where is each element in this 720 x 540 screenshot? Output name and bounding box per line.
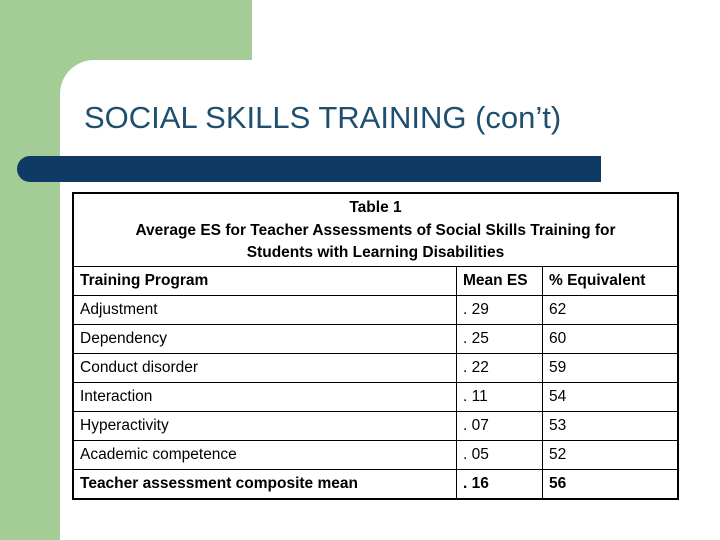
equivalent-cell: 52	[543, 441, 679, 470]
mean-es-cell: . 16	[457, 470, 543, 500]
program-cell: Adjustment	[73, 296, 457, 325]
es-table	[72, 192, 679, 500]
equivalent-cell: 62	[543, 296, 679, 325]
table-title-line-2: Students with Learning Disabilities	[246, 244, 505, 261]
equivalent-cell: 59	[543, 354, 679, 383]
mean-es-cell: . 29	[457, 296, 543, 325]
header-percent-equivalent: % Equivalent	[543, 267, 679, 296]
program-cell: Academic competence	[73, 441, 457, 470]
table-header-row	[73, 267, 678, 296]
mean-es-cell: . 22	[457, 354, 543, 383]
program-cell: Conduct disorder	[73, 354, 457, 383]
program-cell: Teacher assessment composite mean	[73, 470, 457, 500]
table-row	[73, 383, 678, 412]
table-row	[73, 325, 678, 354]
table-number: Table 1	[349, 199, 402, 216]
table-row	[73, 296, 678, 325]
header-training-program: Training Program	[73, 267, 457, 296]
table-row-composite	[73, 470, 678, 500]
table-row	[73, 441, 678, 470]
title-underline-bar	[17, 156, 601, 182]
equivalent-cell: 56	[543, 470, 679, 500]
mean-es-cell: . 25	[457, 325, 543, 354]
equivalent-cell: 54	[543, 383, 679, 412]
program-cell: Interaction	[73, 383, 457, 412]
program-cell: Hyperactivity	[73, 412, 457, 441]
equivalent-cell: 60	[543, 325, 679, 354]
program-cell: Dependency	[73, 325, 457, 354]
mean-es-cell: . 05	[457, 441, 543, 470]
table-caption	[73, 193, 678, 267]
table-caption-row	[73, 193, 678, 267]
equivalent-cell: 53	[543, 412, 679, 441]
header-mean-es: Mean ES	[457, 267, 543, 296]
table-row	[73, 354, 678, 383]
mean-es-cell: . 07	[457, 412, 543, 441]
mean-es-cell: . 11	[457, 383, 543, 412]
table-row	[73, 412, 678, 441]
slide-title: SOCIAL SKILLS TRAINING (con’t)	[84, 100, 562, 135]
table-title-line-1: Average ES for Teacher Assessments of Social Skills Training for	[135, 222, 616, 239]
